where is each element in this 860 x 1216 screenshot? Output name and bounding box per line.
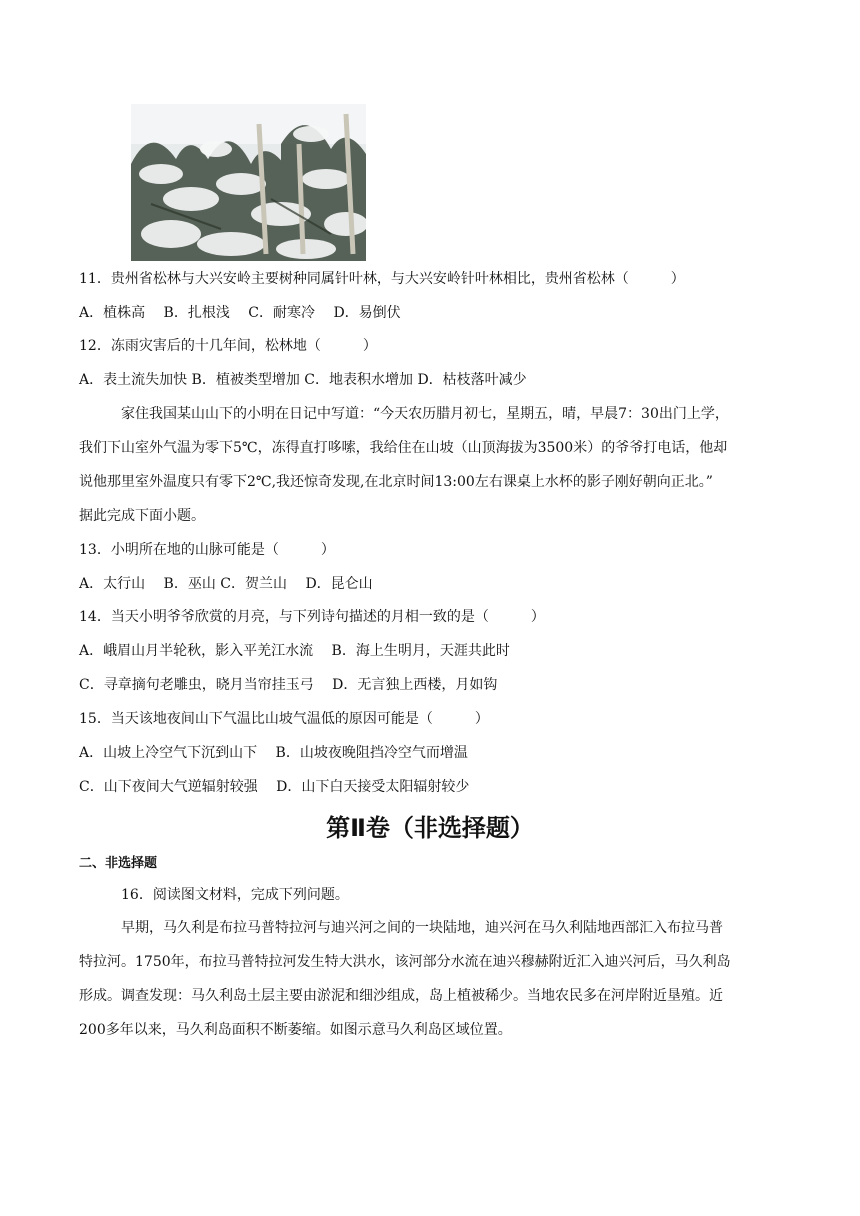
material-line-4: 200多年以来，马久利岛面积不断萎缩。如图示意马久利岛区域位置。 — [79, 1022, 512, 1038]
material-line-3: 形成。调查发现：马久利岛土层主要由淤泥和细沙组成，岛上植被稀少。当地农民多在河岸附近垦殖。近 — [79, 988, 723, 1004]
material-line-2: 特拉河。1750年，布拉马普特拉河发生特大洪水，该河部分水流在迪兴穆赫附近汇入迪兴河后，马久利岛 — [79, 954, 731, 970]
question-15: 15．当天该地夜间山下气温比山坡气温低的原因可能是（ ） — [79, 711, 489, 727]
question-15-options-ab: A．山坡上冷空气下沉到山下 B．山坡夜晚阻挡冷空气而增温 — [79, 745, 468, 761]
material-line-1: 早期，马久利是布拉马普特拉河与迪兴河之间的一块陆地，迪兴河在马久利陆地西部汇入布拉马普 — [121, 920, 723, 936]
question-11: 11．贵州省松林与大兴安岭主要树种同属针叶林，与大兴安岭针叶林相比，贵州省松林（ ） — [79, 271, 685, 287]
part-2-title: 第Ⅱ卷（非选择题） — [326, 814, 534, 842]
question-13: 13．小明所在地的山脉可能是（ ） — [79, 542, 335, 558]
snowy-forest-photo — [131, 104, 366, 261]
question-12-options: A．表土流失加快 B．植被类型增加 C．地表积水增加 D．枯枝落叶减少 — [79, 372, 527, 388]
question-13-options: A．太行山 B．巫山 C．贺兰山 D．昆仑山 — [79, 576, 373, 592]
question-14-options-ab: A．峨眉山月半轮秋，影入平羌江水流 B．海上生明月，天涯共此时 — [79, 643, 510, 659]
question-12: 12．冻雨灾害后的十几年间，松林地（ ） — [79, 338, 377, 354]
passage-line-1: 家住我国某山山下的小明在日记中写道：“今天农历腊月初七，星期五，晴，早晨7：30出门上学， — [121, 406, 729, 422]
question-15-options-cd: C．山下夜间大气逆辐射较强 D．山下白天接受太阳辐射较少 — [79, 779, 470, 795]
question-14-options-cd: C．寻章摘句老雕虫，晓月当帘挂玉弓 D．无言独上西楼，月如钩 — [79, 677, 498, 693]
passage-line-3: 说他那里室外温度只有零下2℃,我还惊奇发现,在北京时间13:00左右课桌上水杯的影子刚好朝向正北。” — [79, 474, 713, 490]
passage-line-2: 我们下山室外气温为零下5℃，冻得直打哆嗦，我给住在山坡（山顶海拔为3500米）的爷爷打电话，他却 — [79, 440, 728, 456]
question-16: 16．阅读图文材料，完成下列问题。 — [121, 887, 349, 903]
question-11-options: A．植株高 B．扎根浅 C．耐寒冷 D．易倒伏 — [79, 305, 401, 321]
section-heading: 二、非选择题 — [79, 856, 158, 871]
question-14: 14．当天小明爷爷欣赏的月亮，与下列诗句描述的月相一致的是（ ） — [79, 609, 545, 625]
snowy-pine-forest-photo-icon — [131, 104, 366, 261]
passage-line-4: 据此完成下面小题。 — [79, 508, 205, 524]
